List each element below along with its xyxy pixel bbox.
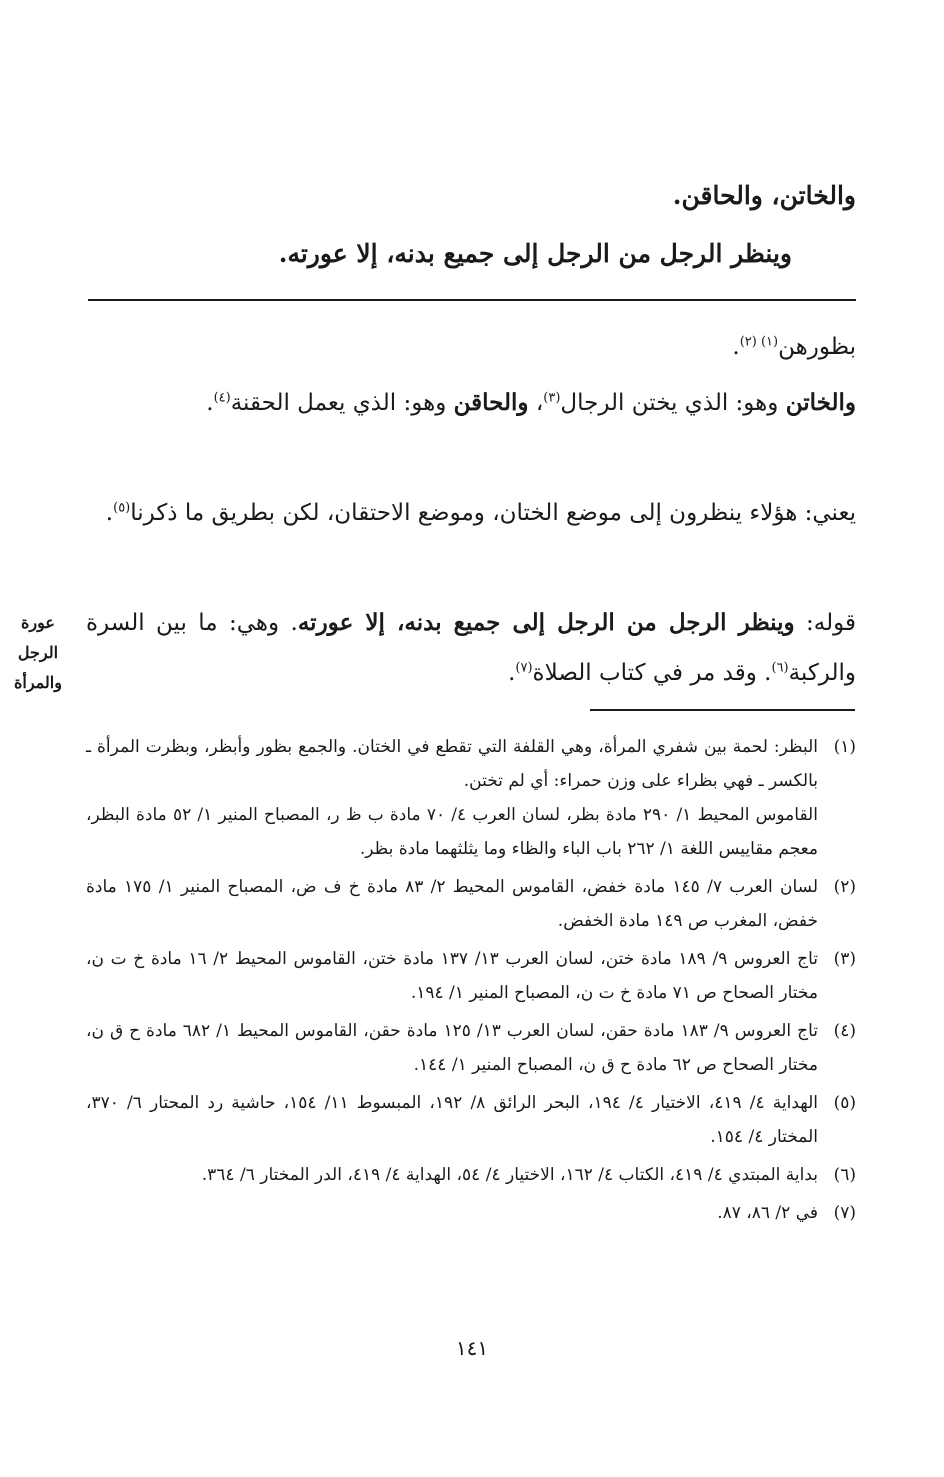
- footnote-text: لسان العرب ٧/ ١٤٥ مادة خفض، القاموس المحيط ٢/ ٨٣ مادة خ ف ض، المصباح المنير ١/ ١٧٥ مادة خفض، المغرب ص ١٤٩ مادة الخفض.: [86, 877, 819, 931]
- footnote-ref: (٦): [771, 660, 789, 676]
- footnote-body: [86, 942, 818, 1010]
- footnote-body: [86, 1196, 818, 1230]
- footnote-text: الهداية ٤/ ٤١٩، الاختيار ٤/ ١٩٤، البحر الرائق ٨/ ١٩٢، المبسوط ١١/ ١٥٤، حاشية رد المحتار ٦/ ٣٧٠، المختار ٤/ ١٥٤.: [86, 1093, 818, 1147]
- footnote-ref: (٣): [543, 390, 561, 406]
- footnote: [86, 870, 856, 938]
- footnote-body: [86, 730, 818, 866]
- commentary-paragraph-1: [86, 322, 856, 372]
- commentary-punct: .: [732, 334, 740, 360]
- footnote: [86, 1196, 856, 1230]
- commentary-punct: ،: [528, 390, 544, 416]
- quoted-term: والحاقن: [453, 389, 529, 416]
- footnote-body: [86, 870, 818, 938]
- page-number: ١٤١: [455, 1336, 489, 1360]
- footnote-number: (٣): [833, 949, 856, 969]
- margin-heading-line: الرجل: [17, 643, 59, 662]
- footnote-number: (٦): [833, 1165, 856, 1185]
- commentary-punct: .: [508, 660, 516, 686]
- footnote-number: (٥): [833, 1093, 856, 1113]
- commentary-text: بظورهن: [778, 334, 856, 360]
- commentary-text: وهو: الذي يعمل الحقنة: [230, 390, 454, 416]
- footnote-text: البظر: لحمة بين شفري المرأة، وهي القلفة التي تقطع في الختان. والجمع بظور وأبظر، وبظرت المرأة ـ بالكسر ـ فهي بظراء على وزن حمراء: أي لم تختن.: [86, 737, 818, 791]
- footnote-number: (٧): [833, 1203, 856, 1223]
- commentary-text: . وهي: ما بين السرة والركبة: [86, 610, 856, 686]
- margin-heading-line: والمرأة: [14, 673, 62, 692]
- footnote-text: بداية المبتدي ٤/ ٤١٩، الكتاب ٤/ ١٦٢، الاختيار ٤/ ٥٤، الهداية ٤/ ٤١٩، الدر المختار ٦/ ٣٦٤.: [201, 1165, 818, 1185]
- footnotes: [86, 730, 856, 1234]
- quoted-matn: وينظر الرجل من الرجل إلى جميع بدنه، إلا عورته: [297, 609, 795, 636]
- margin-heading: [6, 608, 70, 698]
- footnote: [86, 1158, 856, 1192]
- footnote-number: (٢): [833, 877, 856, 897]
- commentary-paragraph-2: [86, 378, 856, 428]
- commentary-paragraph-3: [86, 488, 856, 538]
- footnote-ref: (٤): [213, 390, 231, 406]
- footnote: [86, 942, 856, 1010]
- quoted-term: والخاتن: [785, 389, 856, 416]
- footnote-text: تاج العروس ٩/ ١٨٣ مادة حقن، لسان العرب ١٣/ ١٢٥ مادة حقن، القاموس المحيط ١/ ٦٨٢ مادة ح ق ن، مختار الصحاح ص ٦٢ مادة ح ق ن، المصباح المنير ١/ ١٤٤.: [86, 1021, 818, 1075]
- commentary-paragraph-4: [86, 598, 856, 698]
- footnote: [86, 1014, 856, 1082]
- commentary-text: يعني: هؤلاء ينظرون إلى موضع الختان، وموضع الاحتقان، لكن بطريق ما ذكرنا: [130, 500, 856, 526]
- commentary-punct: .: [105, 500, 114, 526]
- footnote-body: [86, 1014, 818, 1082]
- commentary-text: وهو: الذي يختن الرجال: [560, 390, 786, 416]
- margin-heading-line: عورة: [21, 613, 55, 632]
- footnote-ref: (٥): [113, 500, 131, 516]
- footnote: [86, 730, 856, 866]
- footnote-text: في ٢/ ٨٦، ٨٧.: [717, 1203, 818, 1223]
- footnote: [86, 1086, 856, 1154]
- footnote-number: (٤): [833, 1021, 856, 1041]
- commentary-punct: .: [206, 390, 214, 416]
- footnote-text: القاموس المحيط ١/ ٢٩٠ مادة بظر، لسان العرب ٤/ ٧٠ مادة ب ظ ر، المصباح المنير ١/ ٥٢ مادة البظر، معجم مقاييس اللغة ١/ ٢٦٢ باب الباء والظاء وما يثلثهما مادة بظر.: [86, 805, 818, 859]
- matn-divider: [88, 299, 856, 301]
- footnote-ref: (١) (٢): [739, 334, 779, 350]
- footnote-body: [86, 1086, 818, 1154]
- matn-line-2: وينظر الرجل من الرجل إلى جميع بدنه، إلا عورته.: [278, 239, 792, 268]
- matn-line-1: والخاتن، والحاقن.: [672, 181, 856, 210]
- footnote-number: (١): [833, 737, 856, 757]
- footnote-divider: [590, 709, 855, 711]
- footnote-ref: (٧): [515, 660, 533, 676]
- footnote-body: [86, 1158, 818, 1192]
- commentary-text: قوله:: [794, 610, 856, 636]
- commentary-text: . وقد مر في كتاب الصلاة: [532, 660, 772, 686]
- footnote-text: تاج العروس ٩/ ١٨٩ مادة ختن، لسان العرب ١٣/ ١٣٧ مادة ختن، القاموس المحيط ٢/ ١٦ مادة خ ت ن، مختار الصحاح ص ٧١ مادة خ ت ن، المصباح المنير ١/ ١٩٤.: [86, 949, 818, 1003]
